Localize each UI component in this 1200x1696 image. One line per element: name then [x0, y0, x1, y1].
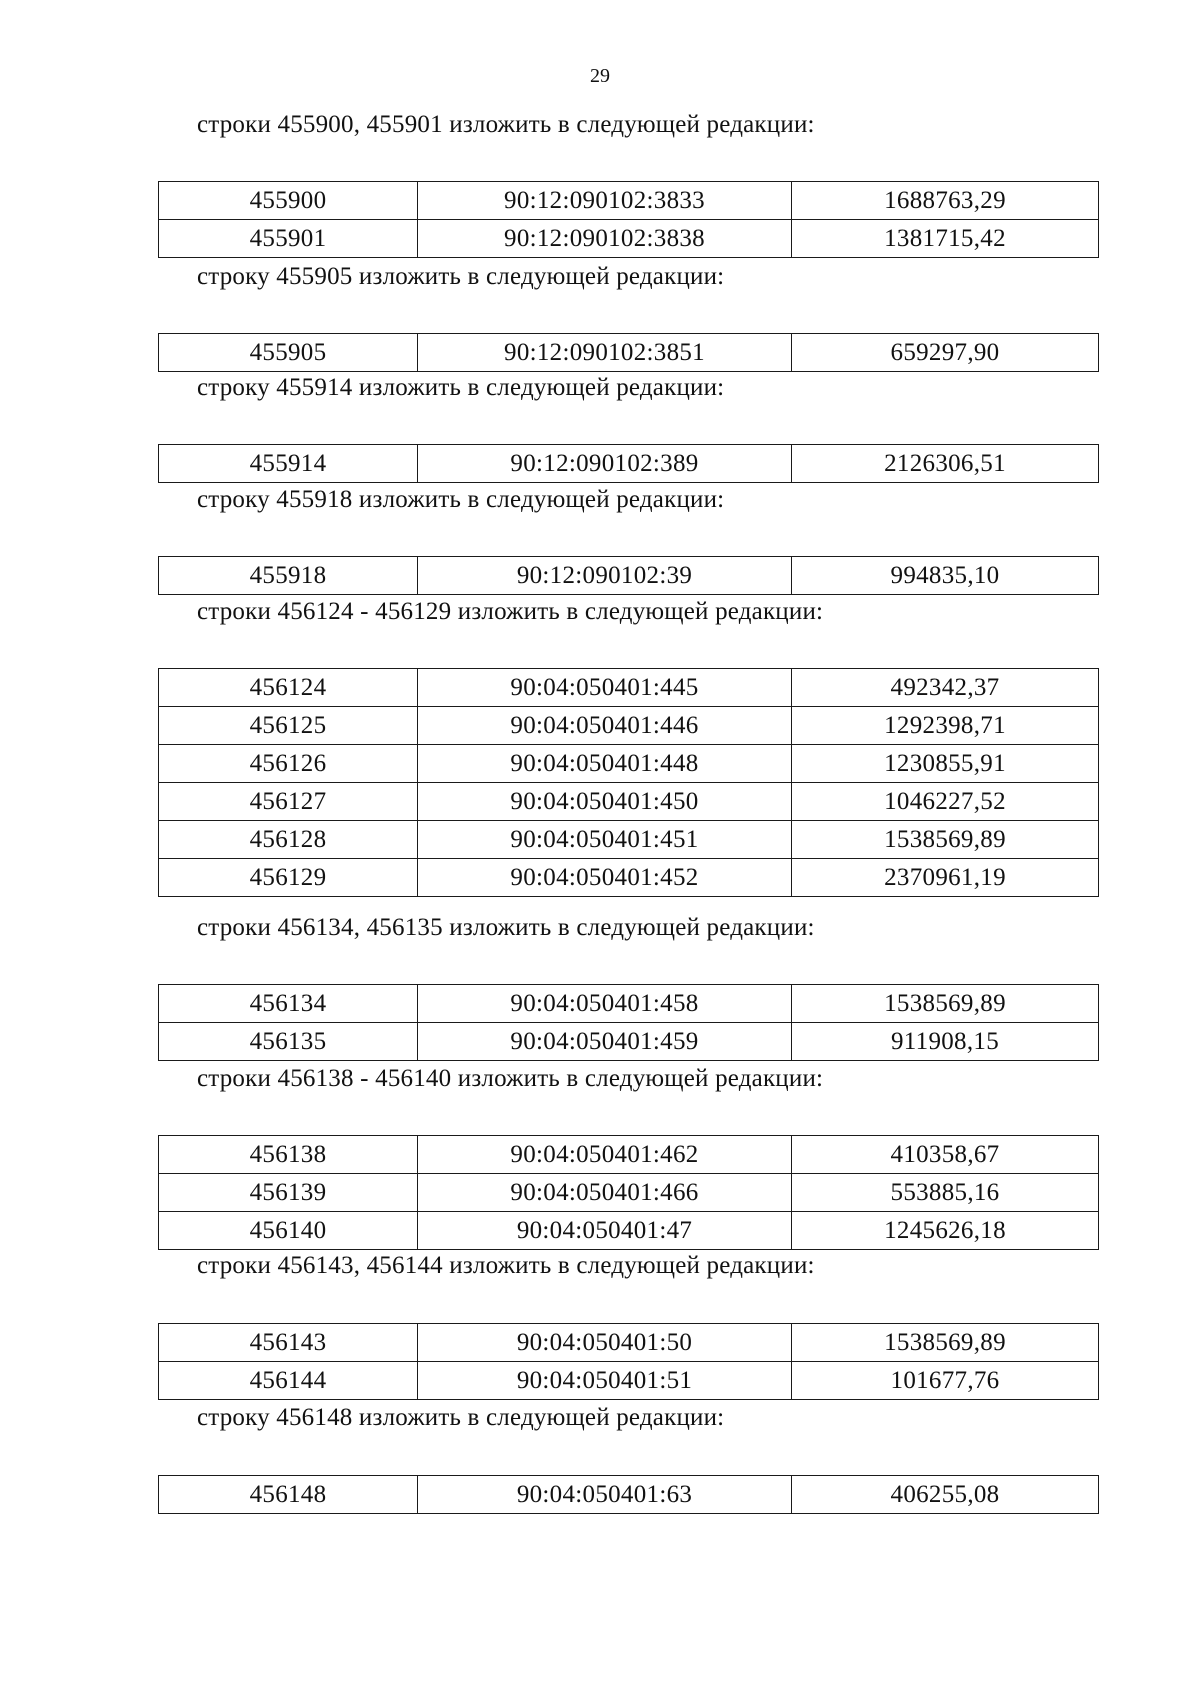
row-number-cell: 455900: [159, 182, 418, 220]
cadastral-value-cell: 553885,16: [792, 1174, 1099, 1212]
cadastral-number-cell: 90:12:090102:39: [418, 557, 792, 595]
table-row: [159, 707, 1099, 745]
cadastral-number-cell: 90:04:050401:450: [418, 783, 792, 821]
table-row: [159, 445, 1099, 483]
table-row: [159, 1362, 1099, 1400]
cadastral-value-cell: 1381715,42: [792, 220, 1099, 258]
amendment-table: [158, 1135, 1099, 1250]
cadastral-number-cell: 90:12:090102:389: [418, 445, 792, 483]
row-number-cell: 456139: [159, 1174, 418, 1212]
cadastral-number-cell: 90:04:050401:63: [418, 1476, 792, 1514]
table-row: [159, 220, 1099, 258]
section-heading: строку 456148 изложить в следующей редакции:: [197, 1404, 725, 1431]
cadastral-number-cell: 90:04:050401:451: [418, 821, 792, 859]
section-heading: строки 456143, 456144 изложить в следующей редакции:: [197, 1252, 815, 1279]
cadastral-value-cell: 1046227,52: [792, 783, 1099, 821]
cadastral-number-cell: 90:04:050401:51: [418, 1362, 792, 1400]
cadastral-value-cell: 659297,90: [792, 334, 1099, 372]
cadastral-number-cell: 90:04:050401:466: [418, 1174, 792, 1212]
table-row: [159, 1212, 1099, 1250]
amendment-table: [158, 984, 1099, 1061]
cadastral-value-cell: 2370961,19: [792, 859, 1099, 897]
cadastral-value-cell: 1245626,18: [792, 1212, 1099, 1250]
table-row: [159, 334, 1099, 372]
amendment-table: [158, 556, 1099, 595]
table-row: [159, 821, 1099, 859]
cadastral-number-cell: 90:04:050401:448: [418, 745, 792, 783]
section-heading: строки 455900, 455901 изложить в следующей редакции:: [197, 111, 815, 138]
amendment-table: [158, 1475, 1099, 1514]
cadastral-number-cell: 90:12:090102:3833: [418, 182, 792, 220]
row-number-cell: 456144: [159, 1362, 418, 1400]
cadastral-number-cell: 90:04:050401:462: [418, 1136, 792, 1174]
row-number-cell: 456124: [159, 669, 418, 707]
cadastral-value-cell: 410358,67: [792, 1136, 1099, 1174]
cadastral-number-cell: 90:04:050401:458: [418, 985, 792, 1023]
table-row: [159, 1476, 1099, 1514]
table-row: [159, 745, 1099, 783]
section-heading: строку 455905 изложить в следующей редакции:: [197, 263, 725, 290]
row-number-cell: 455905: [159, 334, 418, 372]
row-number-cell: 456140: [159, 1212, 418, 1250]
section-heading: строки 456124 - 456129 изложить в следующей редакции:: [197, 598, 824, 625]
amendment-table: [158, 1323, 1099, 1400]
table-row: [159, 985, 1099, 1023]
cadastral-value-cell: 101677,76: [792, 1362, 1099, 1400]
cadastral-value-cell: 492342,37: [792, 669, 1099, 707]
row-number-cell: 456138: [159, 1136, 418, 1174]
table-row: [159, 1174, 1099, 1212]
amendment-table: [158, 181, 1099, 258]
cadastral-value-cell: 1688763,29: [792, 182, 1099, 220]
row-number-cell: 456143: [159, 1324, 418, 1362]
cadastral-value-cell: 1538569,89: [792, 821, 1099, 859]
cadastral-value-cell: 1538569,89: [792, 985, 1099, 1023]
row-number-cell: 456135: [159, 1023, 418, 1061]
section-heading: строку 455918 изложить в следующей редакции:: [197, 486, 725, 513]
cadastral-value-cell: 406255,08: [792, 1476, 1099, 1514]
table-row: [159, 1136, 1099, 1174]
table-row: [159, 182, 1099, 220]
cadastral-number-cell: 90:04:050401:47: [418, 1212, 792, 1250]
table-row: [159, 859, 1099, 897]
cadastral-number-cell: 90:04:050401:459: [418, 1023, 792, 1061]
row-number-cell: 456127: [159, 783, 418, 821]
row-number-cell: 456125: [159, 707, 418, 745]
section-heading: строки 456138 - 456140 изложить в следующей редакции:: [197, 1065, 824, 1092]
section-heading: строку 455914 изложить в следующей редакции:: [197, 374, 725, 401]
cadastral-value-cell: 1292398,71: [792, 707, 1099, 745]
row-number-cell: 455918: [159, 557, 418, 595]
amendment-table: [158, 333, 1099, 372]
cadastral-value-cell: 2126306,51: [792, 445, 1099, 483]
amendment-table: [158, 444, 1099, 483]
row-number-cell: 456129: [159, 859, 418, 897]
row-number-cell: 456128: [159, 821, 418, 859]
cadastral-number-cell: 90:04:050401:445: [418, 669, 792, 707]
cadastral-number-cell: 90:04:050401:452: [418, 859, 792, 897]
section-heading: строки 456134, 456135 изложить в следующей редакции:: [197, 914, 815, 941]
row-number-cell: 455901: [159, 220, 418, 258]
cadastral-value-cell: 1538569,89: [792, 1324, 1099, 1362]
table-row: [159, 669, 1099, 707]
page-number: 29: [590, 65, 610, 87]
cadastral-number-cell: 90:04:050401:50: [418, 1324, 792, 1362]
cadastral-number-cell: 90:04:050401:446: [418, 707, 792, 745]
table-row: [159, 1324, 1099, 1362]
cadastral-number-cell: 90:12:090102:3838: [418, 220, 792, 258]
amendment-table: [158, 668, 1099, 897]
table-row: [159, 1023, 1099, 1061]
cadastral-value-cell: 1230855,91: [792, 745, 1099, 783]
row-number-cell: 456126: [159, 745, 418, 783]
cadastral-number-cell: 90:12:090102:3851: [418, 334, 792, 372]
table-row: [159, 557, 1099, 595]
row-number-cell: 456134: [159, 985, 418, 1023]
cadastral-value-cell: 994835,10: [792, 557, 1099, 595]
row-number-cell: 456148: [159, 1476, 418, 1514]
cadastral-value-cell: 911908,15: [792, 1023, 1099, 1061]
row-number-cell: 455914: [159, 445, 418, 483]
table-row: [159, 783, 1099, 821]
